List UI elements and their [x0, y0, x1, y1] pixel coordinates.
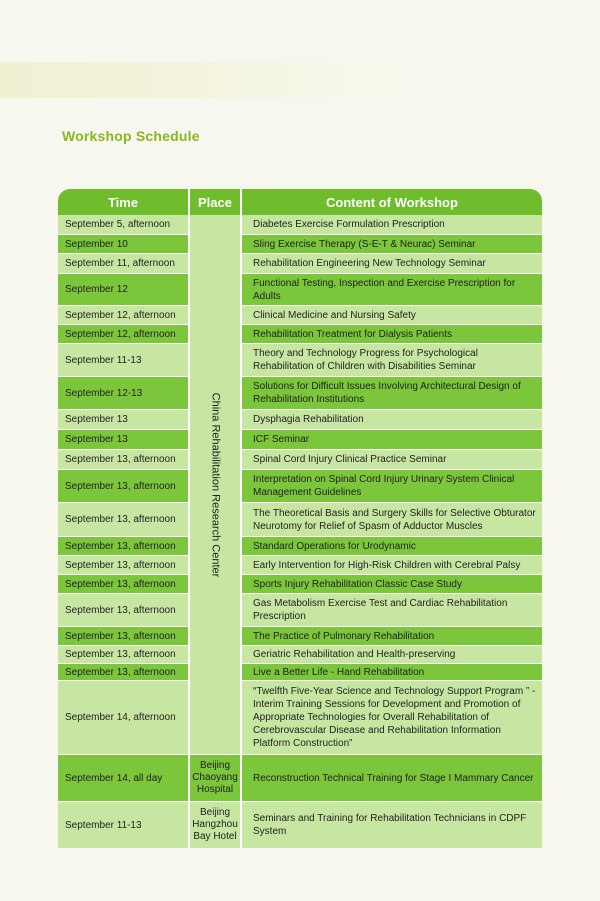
row-time: September 12-13	[58, 376, 188, 409]
row-content: Geriatric Rehabilitation and Health-preserving	[240, 645, 542, 663]
table-row	[58, 645, 542, 663]
row-content: Rehabilitation Engineering New Technology Seminar	[240, 253, 542, 273]
table-row	[58, 680, 542, 754]
workshop-schedule-table	[58, 189, 542, 848]
row-time: September 12, afternoon	[58, 305, 188, 324]
row-time: September 13, afternoon	[58, 449, 188, 469]
row-content: Solutions for Difficult Issues Involving Architectural Design of Rehabilitation Institutions	[240, 376, 542, 409]
row-content: ICF Seminar	[240, 429, 542, 449]
table-row	[58, 593, 542, 626]
table-row	[58, 502, 542, 536]
row-time: September 11-13	[58, 801, 188, 848]
table-row	[58, 801, 542, 848]
row-time: September 13, afternoon	[58, 626, 188, 645]
row-content: Spinal Cord Injury Clinical Practice Seminar	[240, 449, 542, 469]
merged-place-cell	[188, 215, 240, 754]
row-content: Theory and Technology Progress for Psychological Rehabilitation of Children with Disabilities Seminar	[240, 343, 542, 376]
row-content: “Twelfth Five-Year Science and Technology Support Program ” - Interim Training Sessions for Development and Promotion of Appropriate Technologies for Overall Rehabilitation of Cerebrovascular Disease and Rehabilitation Information Platform Construction”	[240, 680, 542, 754]
row-time: September 13, afternoon	[58, 574, 188, 593]
row-time: September 10	[58, 234, 188, 253]
row-content: Clinical Medicine and Nursing Safety	[240, 305, 542, 324]
table-row	[58, 253, 542, 273]
table-row	[58, 234, 542, 253]
row-time: September 13	[58, 409, 188, 429]
header-content: Content of Workshop	[240, 189, 542, 215]
row-content: The Practice of Pulmonary Rehabilitation	[240, 626, 542, 645]
row-place: Beijing Hangzhou Bay Hotel	[188, 801, 240, 848]
table-row	[58, 555, 542, 574]
table-row	[58, 409, 542, 429]
header-place: Place	[188, 189, 240, 215]
row-time: September 14, all day	[58, 754, 188, 801]
row-content: Sling Exercise Therapy (S-E-T & Neurac) Seminar	[240, 234, 542, 253]
row-content: Standard Operations for Urodynamic	[240, 536, 542, 555]
row-content: Sports Injury Rehabilitation Classic Case Study	[240, 574, 542, 593]
row-time: September 14, afternoon	[58, 680, 188, 754]
header-time: Time	[58, 189, 188, 215]
row-time: September 13, afternoon	[58, 663, 188, 680]
table-row	[58, 626, 542, 645]
table-row	[58, 449, 542, 469]
row-content: Interpretation on Spinal Cord Injury Urinary System Clinical Management Guidelines	[240, 469, 542, 502]
row-content: Reconstruction Technical Training for Stage I Mammary Cancer	[240, 754, 542, 801]
row-time: September 13, afternoon	[58, 645, 188, 663]
row-time: September 11, afternoon	[58, 253, 188, 273]
row-time: September 13, afternoon	[58, 555, 188, 574]
row-time: September 13, afternoon	[58, 469, 188, 502]
row-content: Gas Metabolism Exercise Test and Cardiac Rehabilitation Prescription	[240, 593, 542, 626]
merged-place-label: China Rehabilitation Research Center	[209, 392, 222, 577]
table-row	[58, 273, 542, 305]
table-row	[58, 215, 542, 234]
table-row	[58, 469, 542, 502]
table-row	[58, 754, 542, 801]
row-content: Live a Better Life - Hand Rehabilitation	[240, 663, 542, 680]
row-time: September 13, afternoon	[58, 502, 188, 536]
row-time: September 13, afternoon	[58, 593, 188, 626]
row-time: September 11-13	[58, 343, 188, 376]
row-time: September 12	[58, 273, 188, 305]
table-row	[58, 536, 542, 555]
table-row	[58, 429, 542, 449]
table-row	[58, 574, 542, 593]
row-content: Functional Testing, Inspection and Exercise Prescription for Adults	[240, 273, 542, 305]
row-place: Beijing Chaoyang Hospital	[188, 754, 240, 801]
table-row	[58, 663, 542, 680]
table-row	[58, 305, 542, 324]
table-row	[58, 343, 542, 376]
row-content: Seminars and Training for Rehabilitation Technicians in CDPF System	[240, 801, 542, 848]
table-header-row	[58, 189, 542, 215]
row-time: September 12, afternoon	[58, 324, 188, 343]
row-time: September 13, afternoon	[58, 536, 188, 555]
row-content: The Theoretical Basis and Surgery Skills for Selective Obturator Neurotomy for Relief of Spasm of Adductor Muscles	[240, 502, 542, 536]
row-content: Dysphagia Rehabilitation	[240, 409, 542, 429]
row-content: Rehabilitation Treatment for Dialysis Patients	[240, 324, 542, 343]
row-time: September 5, afternoon	[58, 215, 188, 234]
top-decorative-band	[0, 62, 600, 98]
page-heading: Workshop Schedule	[62, 128, 200, 144]
row-time: September 13	[58, 429, 188, 449]
row-content: Diabetes Exercise Formulation Prescription	[240, 215, 542, 234]
table-row	[58, 324, 542, 343]
table-row	[58, 376, 542, 409]
row-content: Early Intervention for High-Risk Children with Cerebral Palsy	[240, 555, 542, 574]
